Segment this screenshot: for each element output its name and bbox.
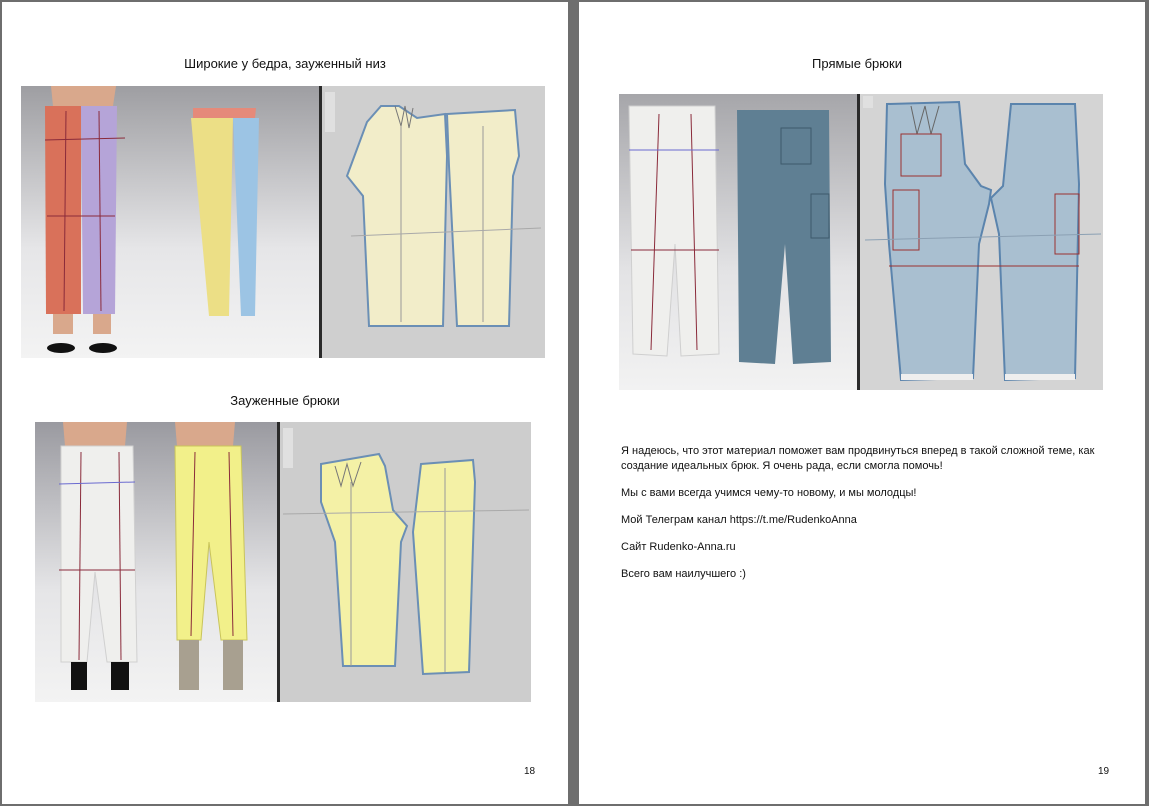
toolbar-tool-icons [325,92,335,132]
section-title-wide-hip: Широкие у бедра, зауженный низ [184,56,386,71]
page-number: 19 [1098,766,1110,777]
figure-tapered-pants [35,422,531,702]
paragraph-hope: Я надеюсь, что этот материал поможет вам продвинуться вперед в такой сложной теме, как создание идеальных брюк. Я очень рада, если смогла помочь! [621,445,1095,472]
figure-wide-hip-pants [21,86,545,358]
section-title-straight: Прямые брюки [812,56,902,71]
page-19 [579,2,1145,804]
closing-text [621,444,1141,582]
figure-straight-pants [619,94,1103,390]
paragraph-learning: Мы с вами всегда учимся чему-то новому, и мы молодцы! [621,487,917,499]
page-number: 18 [524,766,536,777]
section-title-tapered: Зауженные брюки [230,393,340,408]
page-18 [2,2,568,804]
paragraph-farewell: Всего вам наилучшего :) [621,568,746,580]
paragraph-telegram[interactable]: Мой Телеграм канал https://t.me/RudenkoAnna [621,514,857,526]
paragraph-site[interactable]: Сайт Rudenko-Anna.ru [621,541,736,553]
